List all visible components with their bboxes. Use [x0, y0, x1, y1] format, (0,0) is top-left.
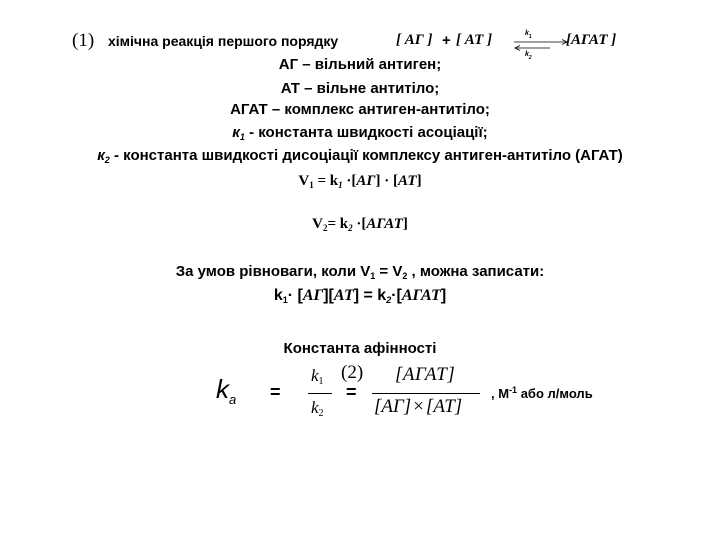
- definition-at: АТ – вільне антитіло;: [280, 80, 440, 97]
- reactant-ag: [ АГ ]: [396, 32, 433, 48]
- units: , $М^{-1}$ або л/моль: [491, 385, 593, 401]
- k-reverse-label: $k_2$: [525, 51, 532, 61]
- rate-v2: $V_2= k_2$ ·[АГАТ]: [312, 216, 408, 233]
- fraction-bar-concentration: [372, 393, 480, 394]
- product-agat: [АГАТ ]: [566, 32, 617, 48]
- definition-ag: АГ – вільний антиген;: [278, 56, 442, 73]
- equilibrium-statement: За умов рівноваги, коли $V_1 = V_2$ , можна записати:: [175, 263, 545, 281]
- reaction-title: хімічна реакція першого порядку: [108, 33, 339, 49]
- equals-sign-1: =: [270, 382, 281, 402]
- affinity-heading: Константа афінності: [283, 340, 437, 357]
- fraction-k1: $k_1$: [311, 366, 324, 387]
- equation-number-2: (2): [341, 362, 364, 383]
- fraction-k2: $k_2$: [311, 398, 324, 419]
- fraction-bar-k: [308, 393, 332, 394]
- numerator-agat: [АГАТ]: [395, 364, 456, 385]
- rate-v1: $V_1 = k_1 \cdot[АГ] \cdot [АТ]$: [298, 173, 422, 190]
- ka-symbol: $k_a$: [216, 374, 237, 407]
- affinity-formula: [0, 360, 720, 430]
- equilibrium-arrows-icon: [512, 39, 570, 53]
- equilibrium-equation: $k_1\cdot [АГ][АТ]$ = $k_2\cdot[АГАТ]$: [273, 287, 447, 305]
- definition-k2: $к_2$ - константа швидкості дисоціації комплексу антиген-антитіло (АГАТ): [97, 147, 623, 165]
- k-forward-label: $k_1$: [525, 30, 532, 40]
- denominator: [АГ] × [АТ]: [374, 396, 463, 417]
- definition-agat: АГАТ – комплекс антиген-антитіло;: [230, 101, 490, 118]
- equals-sign-2: =: [346, 382, 357, 402]
- reactant-at: [ АТ ]: [456, 32, 493, 48]
- reaction-number: (1): [72, 30, 95, 51]
- plus-sign: +: [442, 32, 451, 49]
- definition-k1: $к_1$ - константа швидкості асоціації;: [232, 124, 488, 142]
